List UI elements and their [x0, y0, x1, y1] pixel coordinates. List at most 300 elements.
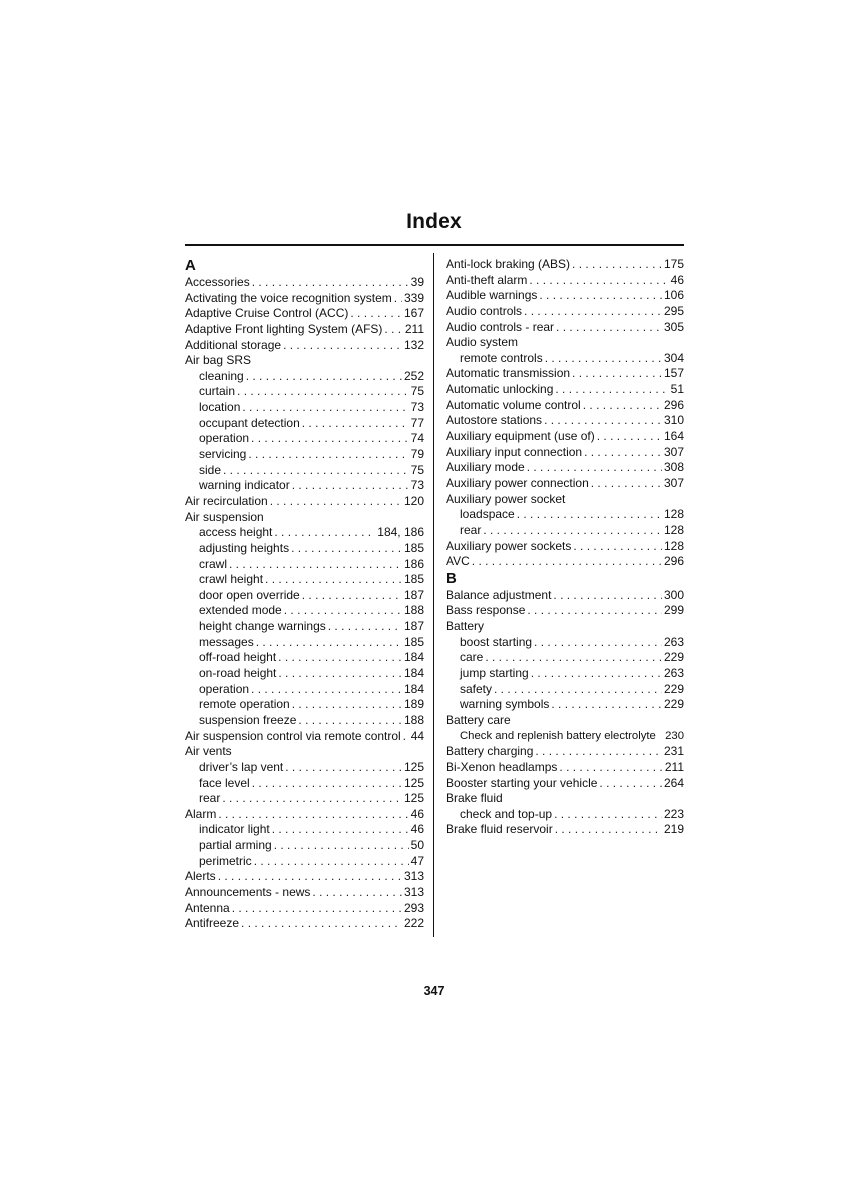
entry-label: Booster starting your vehicle: [446, 775, 598, 790]
index-entry: [446, 460, 684, 476]
index-subentry: [185, 619, 424, 635]
dot-leader: [517, 507, 662, 523]
entry-page-number: 187: [403, 587, 424, 602]
index-subentry: [185, 854, 424, 870]
index-subentry: [185, 838, 424, 854]
index-entry: [446, 304, 684, 320]
entry-page-number: 157: [663, 366, 684, 381]
dot-leader: [584, 445, 662, 461]
index-subentry: [185, 463, 424, 479]
entry-label: Automatic volume control: [446, 397, 581, 412]
entry-label: location: [199, 400, 241, 415]
index-entry: [446, 429, 684, 445]
index-subentry: [446, 351, 684, 367]
index-entry: [446, 320, 684, 336]
entry-page-number: 187: [403, 619, 424, 634]
page-title: Index: [406, 210, 462, 233]
entry-label: off-road height: [199, 650, 277, 665]
entry-label: driver’s lap vent: [199, 759, 284, 774]
index-entry: [446, 476, 684, 492]
index-subentry: [185, 369, 424, 385]
entry-page-number: 128: [663, 507, 684, 522]
entry-label: Air suspension: [185, 509, 264, 524]
index-entry: [446, 288, 684, 304]
index-entry: [185, 869, 424, 885]
index-subentry: [446, 650, 684, 666]
entry-label: messages: [199, 634, 254, 649]
entry-page-number: 185: [403, 540, 424, 555]
dot-leader: [252, 776, 402, 792]
entry-page-number: 46: [410, 822, 424, 837]
entry-label: care: [460, 650, 484, 665]
index-entry: [185, 306, 424, 322]
index-subentry: [185, 666, 424, 682]
dot-leader: [472, 554, 662, 570]
dot-leader: [265, 572, 402, 588]
entry-label: perimetric: [199, 853, 252, 868]
dot-leader: [272, 822, 409, 838]
dot-leader: [274, 525, 375, 541]
entry-label: indicator light: [199, 822, 270, 837]
index-entry: [185, 291, 424, 307]
index-subentry: [185, 557, 424, 573]
entry-page-number: 50: [410, 838, 424, 853]
entry-page-number: 229: [663, 697, 684, 712]
dot-leader: [527, 460, 662, 476]
entry-page-number: 231: [663, 744, 684, 759]
dot-leader: [302, 416, 409, 432]
entry-label: Automatic unlocking: [446, 382, 554, 397]
dot-leader: [246, 369, 402, 385]
dot-leader: [494, 682, 662, 698]
index-entry: [446, 382, 684, 398]
entry-label: Balance adjustment: [446, 587, 552, 602]
index-subentry: [446, 697, 684, 713]
entry-label: occupant detection: [199, 415, 300, 430]
entry-label: Auxiliary power connection: [446, 475, 589, 490]
dot-leader: [218, 807, 408, 823]
dot-leader: [551, 697, 662, 713]
entry-page-number: 219: [663, 822, 684, 837]
entry-page-number: 132: [403, 337, 424, 352]
index-subentry: [185, 635, 424, 651]
dot-leader: [529, 273, 668, 289]
entry-label: Audio controls: [446, 303, 523, 318]
entry-page-number: 313: [403, 869, 424, 884]
index-entry: [185, 494, 424, 510]
entry-label: Air suspension control via remote control: [185, 728, 401, 743]
entry-page-number: 47: [410, 853, 424, 868]
dot-leader: [524, 304, 662, 320]
index-entry: [446, 776, 684, 792]
dot-leader: [242, 400, 408, 416]
entry-label: Auxiliary equipment (use of): [446, 429, 595, 444]
entry-page-number: 79: [410, 447, 424, 462]
index-subentry: [185, 431, 424, 447]
dot-leader: [274, 838, 409, 854]
entry-page-number: 264: [663, 775, 684, 790]
entry-label: remote controls: [460, 350, 543, 365]
dot-leader: [251, 431, 409, 447]
index-subentry: [185, 525, 424, 541]
index-subentry: [185, 416, 424, 432]
index-subentry: [185, 650, 424, 666]
dot-leader: [483, 523, 662, 539]
index-entry: [446, 492, 684, 508]
entry-page-number: 46: [410, 806, 424, 821]
entry-page-number: 51: [670, 382, 684, 397]
entry-page-number: 186: [403, 556, 424, 571]
entry-page-number: 184: [403, 681, 424, 696]
entry-label: Automatic transmission: [446, 366, 571, 381]
index-entry: [446, 539, 684, 555]
index-subentry: [185, 713, 424, 729]
index-subentry: [185, 447, 424, 463]
dot-leader: [254, 854, 409, 870]
entry-page-number: 184: [403, 650, 424, 665]
index-entry: [446, 791, 684, 807]
dot-leader: [218, 869, 402, 885]
index-entry: [446, 822, 684, 838]
index-subentry: [185, 776, 424, 792]
dot-leader: [350, 306, 402, 322]
entry-label: operation: [199, 681, 250, 696]
dot-leader: [248, 447, 408, 463]
entry-page-number: 263: [663, 634, 684, 649]
entry-page-number: 222: [403, 916, 424, 931]
entry-page-number: 223: [663, 806, 684, 821]
entry-label: Antifreeze: [185, 916, 240, 931]
index-entry: [185, 729, 424, 745]
entry-label: adjusting heights: [199, 540, 290, 555]
entry-label: jump starting: [460, 666, 529, 681]
entry-page-number: 128: [663, 538, 684, 553]
index-entry: [446, 335, 684, 351]
entry-label: remote operation: [199, 697, 290, 712]
entry-label: door open override: [199, 587, 300, 602]
index-entry: [446, 554, 684, 570]
entry-label: height change warnings: [199, 619, 326, 634]
dot-leader: [599, 776, 662, 792]
entry-page-number: 313: [403, 884, 424, 899]
index-entry: [446, 588, 684, 604]
entry-label: crawl height: [199, 572, 264, 587]
index-entry: [446, 760, 684, 776]
index-section-letter: A: [185, 257, 196, 274]
dot-leader: [252, 275, 409, 291]
entry-page-number: 184, 186: [377, 525, 424, 540]
entry-label: Accessories: [185, 275, 250, 289]
entry-label: Air recirculation: [185, 493, 268, 508]
index-entry: [185, 510, 424, 526]
entry-page-number: 229: [663, 650, 684, 665]
dot-leader: [553, 588, 662, 604]
entry-page-number: 46: [670, 272, 684, 287]
index-subentry: [185, 588, 424, 604]
index-subentry: [185, 791, 424, 807]
index-entry: [185, 885, 424, 901]
entry-label: servicing: [199, 447, 247, 462]
dot-leader: [572, 257, 662, 273]
dot-leader: [237, 384, 409, 400]
dot-leader: [555, 382, 668, 398]
index-entry: [446, 257, 684, 273]
dot-leader: [292, 697, 402, 713]
entry-page-number: 229: [663, 681, 684, 696]
entry-label: Alerts: [185, 869, 216, 884]
dot-leader: [298, 713, 402, 729]
entry-label: extended mode: [199, 603, 282, 618]
entry-label: warning symbols: [460, 697, 550, 712]
entry-page-number: 125: [403, 775, 424, 790]
index-entry: [185, 901, 424, 917]
entry-label: boost starting: [460, 634, 533, 649]
entry-page-number: 263: [663, 666, 684, 681]
index-subentry: [446, 807, 684, 823]
entry-page-number: 308: [663, 460, 684, 475]
entry-page-number: 252: [403, 368, 424, 383]
entry-page-number: 307: [663, 475, 684, 490]
entry-label: cleaning: [199, 368, 244, 383]
entry-page-number: 211: [664, 759, 684, 774]
entry-label: suspension freeze: [199, 712, 297, 727]
entry-page-number: 44: [410, 728, 424, 743]
index-entry: [185, 353, 424, 369]
index-subentry: [185, 822, 424, 838]
entry-label: rear: [199, 791, 221, 806]
index-subentry: [185, 760, 424, 776]
dot-leader: [232, 901, 402, 917]
dot-leader: [328, 619, 402, 635]
entry-label: Adaptive Front lighting System (AFS): [185, 321, 383, 336]
entry-page-number: 339: [403, 290, 424, 305]
index-subentry: [446, 682, 684, 698]
entry-page-number: 305: [663, 319, 684, 334]
dot-leader: [229, 557, 402, 573]
index-subentry: [446, 507, 684, 523]
index-subentry: [446, 523, 684, 539]
dot-leader: [555, 822, 662, 838]
entry-label: Battery charging: [446, 744, 534, 759]
entry-page-number: 106: [663, 288, 684, 303]
entry-label: operation: [199, 431, 250, 446]
entry-label: Air bag SRS: [185, 353, 252, 368]
dot-leader: [572, 366, 662, 382]
entry-label: Auxiliary power sockets: [446, 538, 572, 553]
index-subentry: [446, 666, 684, 682]
entry-page-number: 211: [404, 321, 424, 336]
entry-label: Autostore stations: [446, 413, 543, 428]
index-subentry: [185, 697, 424, 713]
entry-label: Bass response: [446, 603, 526, 618]
entry-label: Activating the voice recognition system: [185, 290, 392, 305]
dot-leader: [223, 463, 409, 479]
entry-label: side: [199, 462, 222, 477]
index-entry: [185, 807, 424, 823]
index-subentry: [446, 729, 684, 745]
entry-label: Additional storage: [185, 337, 282, 352]
index-entry: [185, 916, 424, 932]
dot-leader: [251, 682, 402, 698]
dot-leader: [583, 398, 662, 414]
index-entry: [446, 603, 684, 619]
entry-label: Audible warnings: [446, 288, 538, 303]
dot-leader: [527, 603, 662, 619]
dot-leader: [554, 807, 662, 823]
dot-leader: [535, 744, 662, 760]
entry-label: Brake fluid reservoir: [446, 822, 553, 837]
index-subentry: [185, 682, 424, 698]
entry-page-number: 128: [663, 522, 684, 537]
index-entry: [446, 619, 684, 635]
entry-label: partial arming: [199, 838, 272, 853]
index-entry: [185, 322, 424, 338]
dot-leader: [556, 320, 662, 336]
index-subentry: [446, 635, 684, 651]
entry-label: Bi-Xenon headlamps: [446, 759, 558, 774]
entry-page-number: 120: [403, 493, 424, 508]
dot-leader: [312, 885, 402, 901]
dot-leader: [403, 729, 409, 745]
dot-leader: [270, 494, 402, 510]
entry-page-number: 300: [663, 587, 684, 602]
entry-label: Anti-theft alarm: [446, 272, 528, 287]
entry-label: Adaptive Cruise Control (ACC): [185, 306, 349, 321]
entry-page-number: 125: [403, 759, 424, 774]
index-subentry: [185, 400, 424, 416]
entry-label: Announcements - news: [185, 884, 311, 899]
dot-leader: [545, 351, 662, 367]
entry-page-number: 75: [410, 462, 424, 477]
dot-leader: [291, 541, 402, 557]
entry-page-number: 188: [403, 603, 424, 618]
dot-leader: [284, 603, 402, 619]
dot-leader: [394, 291, 402, 307]
entry-label: Auxiliary mode: [446, 460, 525, 475]
dot-leader: [531, 666, 662, 682]
entry-label: on-road height: [199, 666, 277, 681]
dot-leader: [292, 478, 409, 494]
entry-page-number: 39: [410, 275, 424, 289]
index-entry: [446, 366, 684, 382]
entry-label: warning indicator: [199, 478, 290, 493]
dot-leader: [539, 288, 662, 304]
index-entry: [446, 413, 684, 429]
entry-label: Battery: [446, 619, 485, 634]
entry-page-number: 175: [663, 257, 684, 271]
entry-label: Battery care: [446, 712, 511, 727]
dot-leader: [302, 588, 402, 604]
entry-page-number: 299: [663, 603, 684, 618]
entry-label: crawl: [199, 556, 228, 571]
entry-page-number: 185: [403, 572, 424, 587]
entry-page-number: 73: [410, 478, 424, 493]
entry-label: face level: [199, 775, 250, 790]
entry-page-number: 75: [410, 384, 424, 399]
entry-label: check and top-up: [460, 806, 553, 821]
index-entry: [185, 275, 424, 291]
dot-leader: [384, 322, 402, 338]
dot-leader: [544, 413, 662, 429]
entry-page-number: 185: [403, 634, 424, 649]
dot-leader: [485, 650, 662, 666]
index-entry: [446, 273, 684, 289]
entry-label: Audio controls - rear: [446, 319, 555, 334]
index-entry: [446, 445, 684, 461]
entry-label: Brake fluid: [446, 791, 503, 806]
dot-leader: [573, 539, 662, 555]
dot-leader: [283, 338, 402, 354]
entry-label: loadspace: [460, 507, 515, 522]
entry-label: Anti-lock braking (ABS): [446, 257, 571, 271]
entry-page-number: 230: [665, 729, 684, 742]
entry-label: AVC: [446, 554, 470, 569]
entry-label: rear: [460, 522, 482, 537]
entry-page-number: 125: [403, 791, 424, 806]
index-entry: [446, 398, 684, 414]
dot-leader: [591, 476, 662, 492]
dot-leader: [597, 429, 662, 445]
index-column-left: [185, 257, 424, 932]
entry-label: safety: [460, 681, 493, 696]
index-column-right: [446, 257, 684, 838]
entry-label: Check and replenish battery electrolyte: [460, 729, 656, 742]
entry-label: Air vents: [185, 744, 232, 759]
index-subentry: [185, 603, 424, 619]
entry-page-number: 74: [410, 431, 424, 446]
entry-label: access height: [199, 525, 273, 540]
entry-page-number: 77: [410, 415, 424, 430]
entry-page-number: 296: [663, 554, 684, 569]
dot-leader: [241, 916, 402, 932]
dot-leader: [278, 666, 402, 682]
entry-label: Audio system: [446, 335, 519, 350]
entry-page-number: 73: [410, 400, 424, 415]
dot-leader: [559, 760, 662, 776]
index-subentry: [185, 541, 424, 557]
entry-page-number: 164: [663, 429, 684, 444]
index-entry: [446, 713, 684, 729]
entry-page-number: 293: [403, 900, 424, 915]
index-subentry: [185, 384, 424, 400]
index-subentry: [185, 572, 424, 588]
entry-page-number: 296: [663, 397, 684, 412]
title-rule: [185, 244, 684, 246]
dot-leader: [256, 635, 402, 651]
entry-page-number: 167: [403, 306, 424, 321]
column-divider: [433, 253, 434, 937]
entry-page-number: 307: [663, 444, 684, 459]
entry-label: Alarm: [185, 806, 217, 821]
index-entry: [446, 744, 684, 760]
dot-leader: [278, 650, 402, 666]
entry-page-number: 304: [663, 350, 684, 365]
entry-page-number: 188: [403, 712, 424, 727]
entry-page-number: 184: [403, 666, 424, 681]
page-number: 347: [423, 984, 445, 998]
entry-label: curtain: [199, 384, 236, 399]
entry-page-number: 295: [663, 303, 684, 318]
index-subentry: [185, 478, 424, 494]
entry-label: Auxiliary input connection: [446, 444, 583, 459]
entry-page-number: 189: [403, 697, 424, 712]
dot-leader: [285, 760, 402, 776]
index-section-letter: B: [446, 569, 457, 587]
dot-leader: [222, 791, 402, 807]
entry-page-number: 310: [663, 413, 684, 428]
index-entry: [185, 338, 424, 354]
entry-label: Auxiliary power socket: [446, 491, 566, 506]
